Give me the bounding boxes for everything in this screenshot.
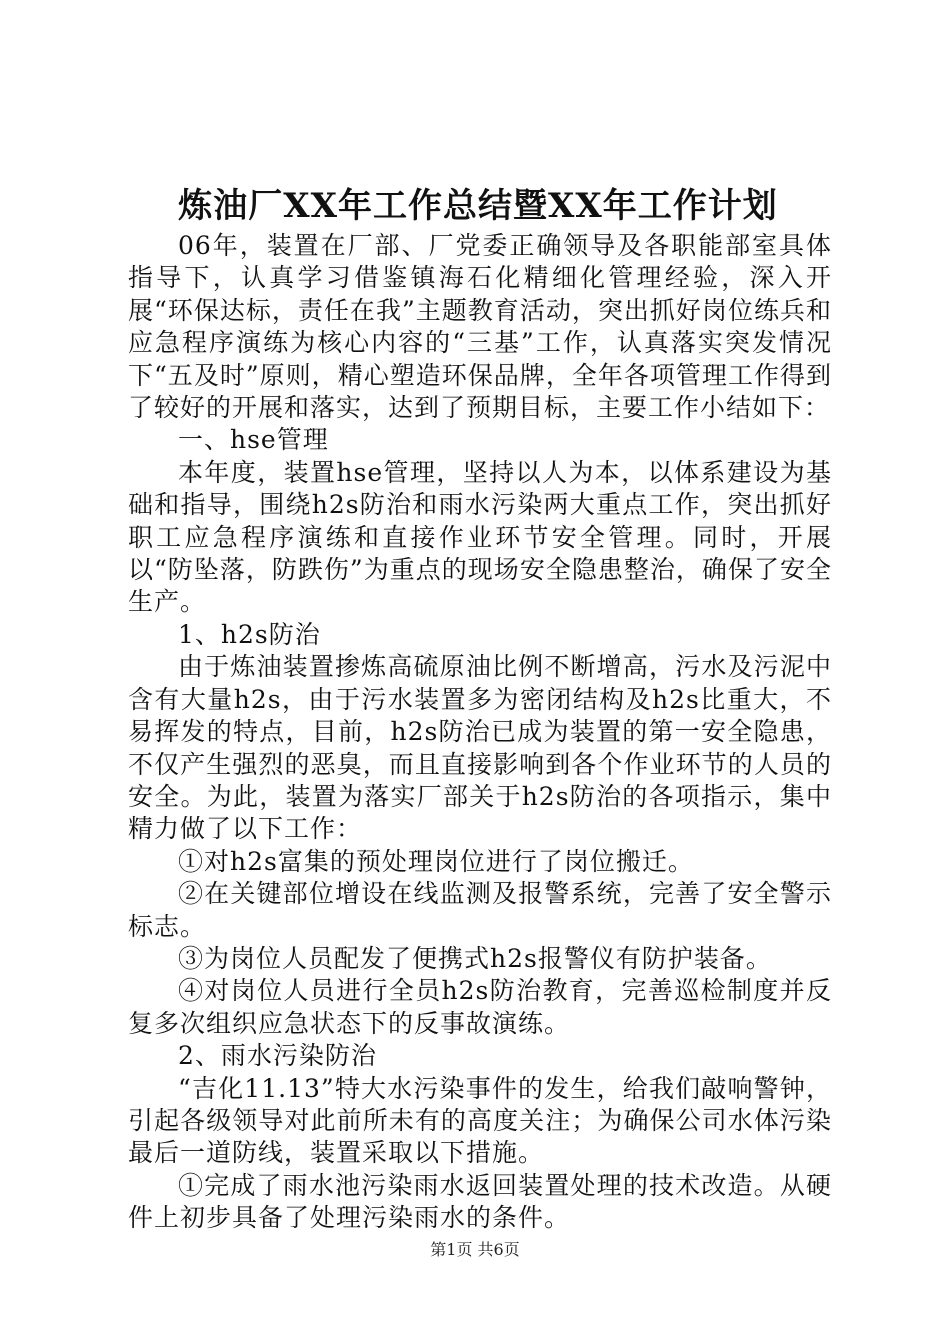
section-heading-hse: 一、hse管理 bbox=[178, 425, 329, 455]
list-item: ①对h2s富集的预处理岗位进行了岗位搬迁。 bbox=[178, 846, 694, 876]
document-title: 炼油厂XX年工作总结暨XX年工作计划 bbox=[178, 186, 778, 226]
subsection-paragraph-rainwater: “吉化11.13”特大水污染事件的发生，给我们敲响警钟，引起各级领导对此前所未有的高度关注；为确保公司水体污染最后一道防线，装置采取以下措施。 bbox=[128, 1073, 832, 1168]
subsection-paragraph-h2s: 由于炼油装置掺炼高硫原油比例不断增高，污水及污泥中含有大量h2s，由于污水装置多为密闭结构及h2s比重大，不易挥发的特点，目前，h2s防治已成为装置的第一安全隐患，不仅产生强烈的恶臭，而且直接影响到各个作业环节的人员的安全。为此，装置为落实厂部关于h2s防治的各项指示，集中精力做了以下工作： bbox=[128, 652, 832, 844]
page-number: 第1页 共6页 bbox=[430, 1240, 520, 1259]
intro-paragraph: 06年，装置在厂部、厂党委正确领导及各职能部室具体指导下，认真学习借鉴镇海石化精细化管理经验，深入开展“环保达标，责任在我”主题教育活动，突出抓好岗位练兵和应急程序演练为核心内容的“三基”工作，认真落实突发情况下“五及时”原则，精心塑造环保品牌，全年各项管理工作得到了较好的开展和落实，达到了预期目标，主要工作小结如下： bbox=[128, 231, 832, 423]
section-paragraph-hse: 本年度，装置hse管理，坚持以人为本，以体系建设为基础和指导，围绕h2s防治和雨水污染两大重点工作，突出抓好职工应急程序演练和直接作业环节安全管理。同时，开展以“防坠落，防跌伤”为重点的现场安全隐患整治，确保了安全生产。 bbox=[128, 457, 832, 617]
subsection-heading-rainwater: 2、雨水污染防治 bbox=[178, 1041, 377, 1071]
list-item: ②在关键部位增设在线监测及报警系统，完善了安全警示标志。 bbox=[128, 879, 832, 941]
document-body bbox=[128, 230, 832, 1235]
list-item: ③为岗位人员配发了便携式h2s报警仪有防护装备。 bbox=[178, 943, 772, 973]
subsection-heading-h2s: 1、h2s防治 bbox=[178, 619, 321, 649]
list-item: ①完成了雨水池污染雨水返回装置处理的技术改造。从硬件上初步具备了处理污染雨水的条件。 bbox=[128, 1170, 832, 1233]
list-item: ④对岗位人员进行全员h2s防治教育，完善巡检制度并反复多次组织应急状态下的反事故演练。 bbox=[128, 976, 832, 1038]
